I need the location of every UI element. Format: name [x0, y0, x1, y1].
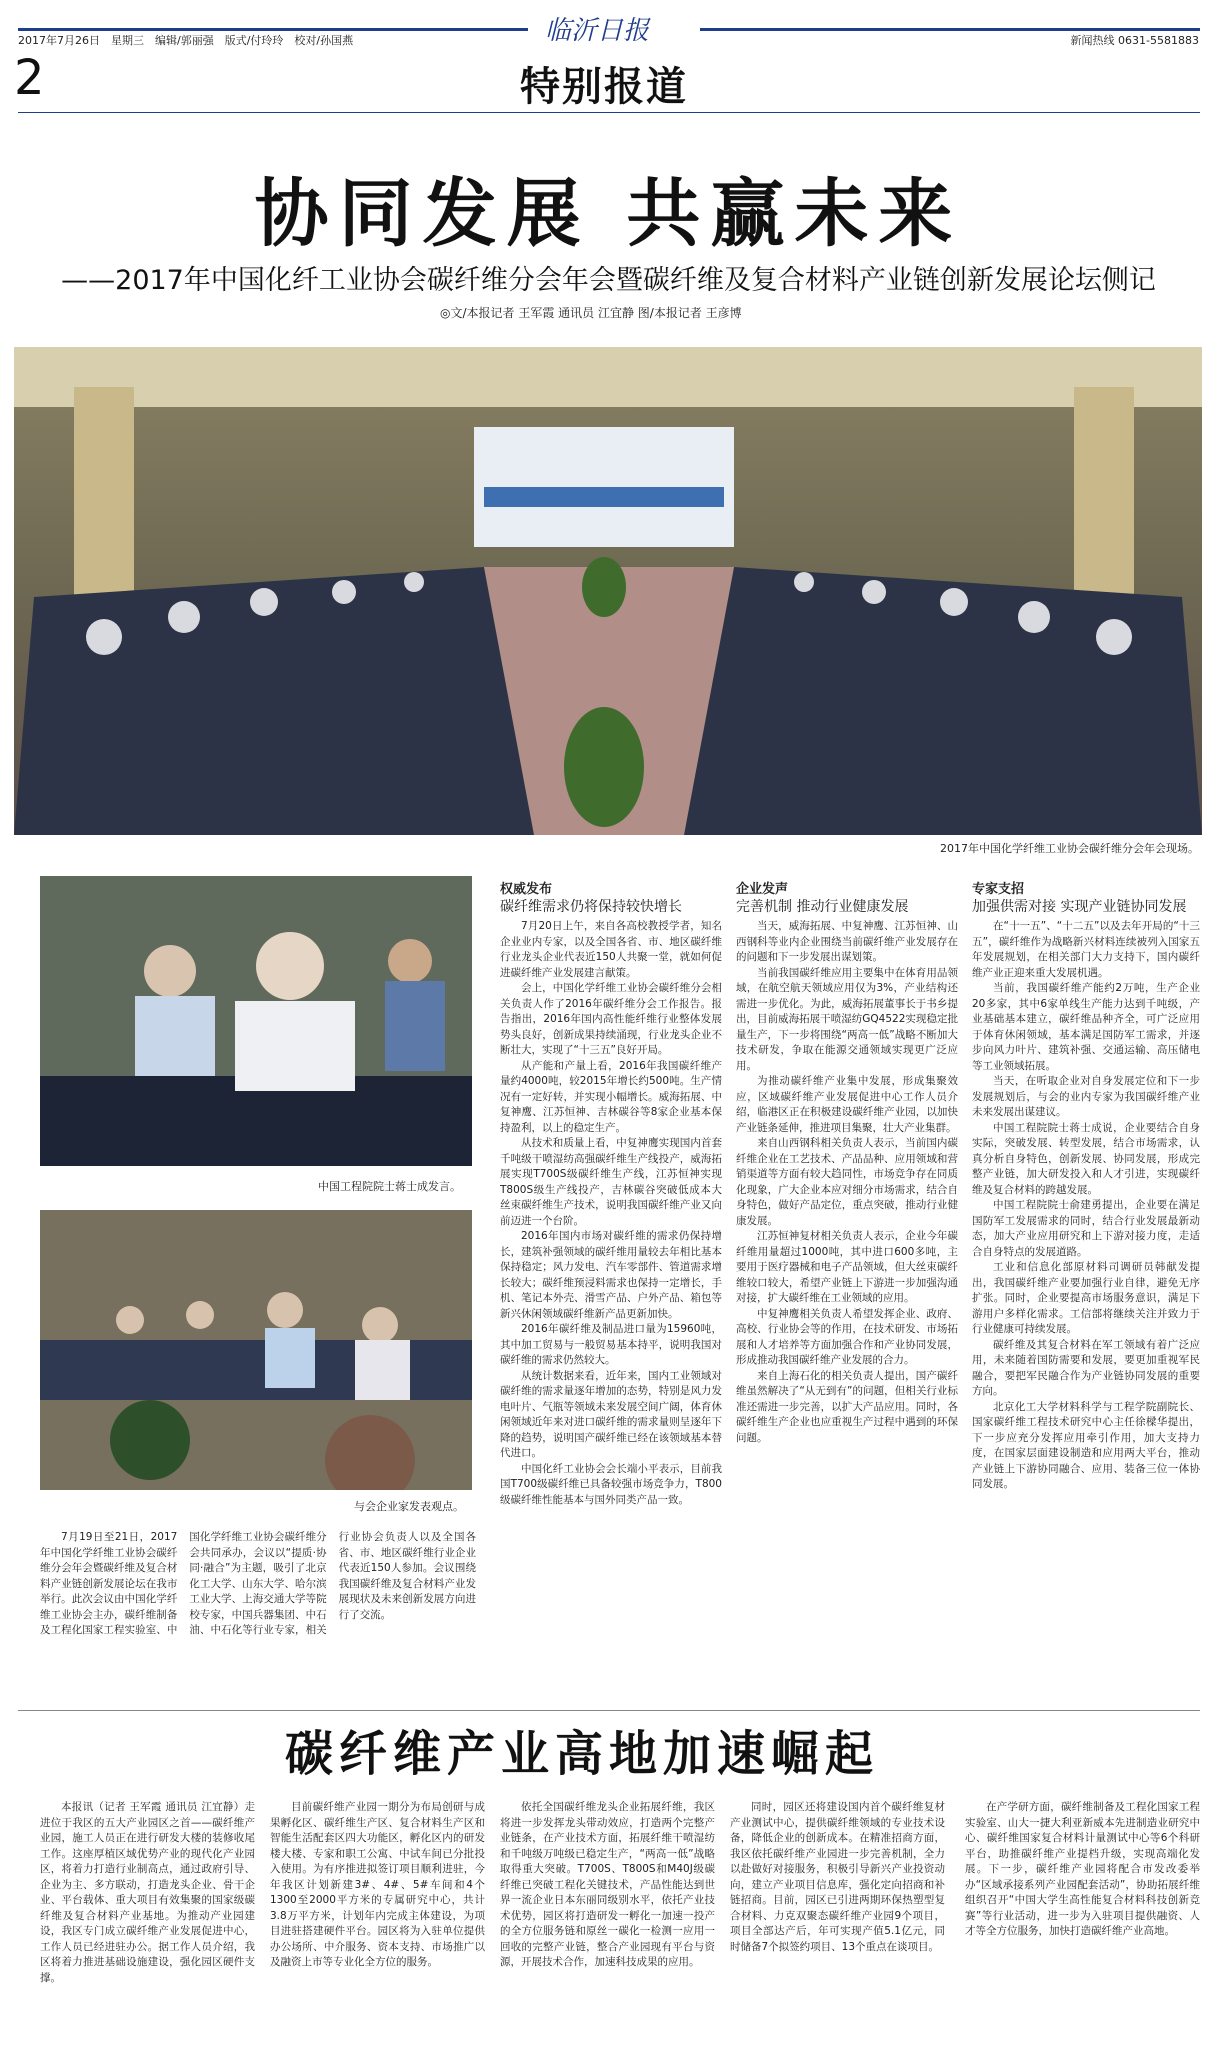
article-headline: 协同发展 共赢未来: [254, 171, 963, 257]
article2-paragraph: 本报讯（记者 王军霞 通讯员 江宜静）走进位于我区的五大产业园区之首——碳纤维产业园，施工人员正在进行研发大楼的装修收尾工作。这座厚植区域优势产业的现代化产业园区，将着力打造行业制高点，通过政府引导、企业为主、多方联动，打造龙头企业、骨干企业、平台载体、重大项目有效集聚的国家级碳纤维及复合材料产业基地。为推动产业园建设，我区专门成立碳纤维产业发展促进中心，工作人员已经进驻办公。据工作人员介绍，我区将着力推进基础设施建设，强化园区硬件支撑。: [40, 1801, 255, 1984]
photo-academician: [40, 876, 472, 1166]
section1-paragraph: 从技术和质量上看，中复神鹰实现国内首套千吨级干喷湿纺高强碳纤维生产线投产，威海拓展实现T700S级碳纤维生产线，江苏恒神实现T800S级生产线投产，吉林碳谷突破低成本大丝束碳纤维生产技术，说明我国碳纤维产业又向前迈进一个台阶。: [500, 1137, 722, 1227]
section1-paragraph: 从产能和产量上看，2016年我国碳纤维产量约4000吨，较2015年增长约500吨。生产情况有一定好转，并实现小幅增长。威海拓展、中复神鹰、江苏恒神、吉林碳谷等8家企业基本保持盈利，以上的稳定生产。: [500, 1059, 722, 1134]
article2-col-2: [270, 1800, 485, 2040]
section2-paragraph: 为推动碳纤维产业集中发展，形成集聚效应，区域碳纤维产业发展促进中心工作人员介绍，临港区正在积极建设碳纤维产业园，以加快产业链条延伸，推进项目集聚，壮大产业集群。: [736, 1075, 958, 1134]
article2-col-5: [965, 1800, 1200, 2040]
main-photo-caption: 2017年中国化学纤维工业协会碳纤维分会年会现场。: [940, 842, 1199, 855]
page-number: 2: [14, 50, 45, 106]
newspaper-logo: 临沂日报: [545, 16, 650, 46]
article2-headline: 碳纤维产业高地加速崛起: [285, 1726, 880, 1782]
section3-paragraph: 中国工程院院士俞建勇提出，企业要在满足国防军工发展需求的同时，结合行业发展最新动态，加大产业应用研究和上下游对接力度，走适合自身特点的发展道路。: [972, 1199, 1200, 1258]
section1-title: 权威发布: [500, 882, 553, 897]
section1-paragraph: 2016年碳纤维及制品进口量为15960吨，其中加工贸易与一般贸易基本持平，说明我国对碳纤维的需求仍然较大。: [500, 1323, 722, 1366]
section1-paragraph: 2016年国内市场对碳纤维的需求仍保持增长，建筑补强领域的碳纤维用量较去年相比基本保持稳定；风力发电、汽车零部件、管道需求增长较大；碳纤维预浸料需求也保持一定增长，手机、笔记本外壳、滑雪产品、户外产品、箱包等新兴休闲领域碳纤维新产品更新加快。: [500, 1230, 722, 1320]
section2-paragraph: 来自山西钢科相关负责人表示，当前国内碳纤维企业在工艺技术、产品品种、应用领域和营销渠道等方面有较大趋同性，市场竞争存在同质化现象，广大企业本应对细分市场需求，结合自身特色，做好产品定位，重点突破，推动行业健康发展。: [736, 1137, 958, 1227]
photo2-caption: 中国工程院院士蒋士成发言。: [318, 1180, 461, 1193]
photo3-caption: 与会企业家发表观点。: [354, 1500, 464, 1513]
section3-paragraph: 工业和信息化部原材料司调研员韩献发提出，我国碳纤维产业要加强行业自律，避免无序扩张。同时，企业要提高市场服务意识，满足下游用户多样化需求。工信部将继续关注并致力于行业健康可持续发展。: [972, 1261, 1200, 1335]
section3-title: 专家支招: [972, 882, 1025, 897]
article-divider: [18, 1710, 1200, 1711]
article2-paragraph: 依托全国碳纤维龙头企业拓展纤维，我区将进一步发挥龙头带动效应，打造两个完整产业链条，在产业技术方面，拓展纤维干喷湿纺和千吨级万吨级已稳定生产，“两高一低”战略取得重大突破。T700S、T800S和M40J级碳纤维已突破工程化关键技术，产品性能达到世界一流企业日本东丽同级别水平，依托产业技术优势，园区将打造研发一孵化一加速一投产的全方位服务链和原丝一碳化一检测一应用一回收的完整产业链，整合产业园现有平台与资源，开展技术合作，加速科技成果的应用。: [500, 1801, 715, 1968]
section3-subtitle: 加强供需对接 实现产业链协同发展: [972, 898, 1187, 915]
section-title: 特别报道: [520, 64, 688, 110]
article2-paragraph: 在产学研方面，碳纤维制备及工程化国家工程实验室、山大一捷大利亚新威本先进制造业研究中心、碳纤维国家复合材料计量测试中心等6个科研平台，助推碳纤维产业提档升级，实现高端化发展。下一步，碳纤维产业园将配合市发改委举办“区域承接系列产业园配套活动”，协助拓展纤维组织召开“中国大学生高性能复合材料科技创新竞赛”等行业活动，进一步为入驻项目提供融资、人才等全方位服务，加快打造碳纤维产业高地。: [965, 1801, 1200, 1937]
intro-paragraph: [40, 1530, 476, 1700]
article-subhead: ——2017年中国化纤工业协会碳纤维分会年会暨碳纤维及复合材料产业链创新发展论坛侧记: [61, 265, 1156, 296]
section3-paragraph: 当前，我国碳纤维产能约2万吨，生产企业20多家，其中6家单线生产能力达到千吨级，产业基础基本建立，碳纤维品种齐全，可广泛应用于体育休闲领域，基本满足国防军工需求，并逐步向风力叶片、建筑补强、交通运输、高压储电等工业领域拓展。: [972, 982, 1200, 1072]
section-rule: [18, 112, 1200, 113]
section3-paragraph: 中国工程院院士蒋士成说，企业要结合自身实际，突破发展、转型发展，结合市场需求，认真分析自身特色，创新发展、协同发展，形成完整产业链，加大研发投入和人才引进，实现碳纤维及复合材料的跨越发展。: [972, 1121, 1200, 1196]
article2-paragraph: 目前碳纤维产业园一期分为布局创研与成果孵化区、碳纤维生产区、复合材料生产区和智能生活配套区四大功能区，孵化区内的研发楼大楼、专家和职工公寓、中试车间已分批投入使用。为有序推进拟签订项目顺利进驻，今年我区计划新建3#、4#、5#车间和4个1300至2000平方米的专属研究中心，共计3.8万平方米，计划年内完成主体建设，为项目进驻搭建硬件平台。园区将为入驻单位提供办公场所、中介服务、资本支持、市场推广以及融资上市等专业化全方位的服务。: [270, 1801, 485, 1968]
section2-title: 企业发声: [736, 882, 789, 897]
article-byline: ◎文/本报记者 王军霞 通讯员 江宜静 图/本报记者 王彦博: [440, 306, 742, 320]
section1-paragraph: 会上，中国化学纤维工业协会碳纤维分会相关负责人作了2016年碳纤维分会工作报告。报告指出，2016年国内高性能纤维行业整体发展势头良好，创新成果持续涌现，行业龙头企业不断壮大，实现了“十三五”良好开局。: [500, 982, 722, 1056]
article2-paragraph: 同时，园区还将建设国内首个碳纤维复材产业测试中心，提供碳纤维领域的专业技术设备，降低企业的创新成本。在精准招商方面，我区依托碳纤维产业园进一步完善机制，全力以赴做好对接服务，积极引导新兴产业投资动向，建立产业项目信息库，强化定向招商和补链招商。目前，园区已引进两期环保热塑型复合材料、力克双聚态碳纤维产业园9个项目，项目全部达产后，年可实现产值5.1亿元，同时储备7个拟签约项目、13个重点在谈项目。: [730, 1801, 945, 1953]
section2-subtitle: 完善机制 推动行业健康发展: [736, 898, 909, 915]
section3-paragraph: 北京化工大学材料科学与工程学院副院长、国家碳纤维工程技术研究中心主任徐樑华提出，下一步应充分发挥应用牵引作用，加大支持力度，在国家层面建设制造和应用两大平台，推动产业链上下游协同融合、应用、装备三位一体协同发展。: [972, 1400, 1200, 1490]
section3-paragraph: 当天，在听取企业对自身发展定位和下一步发展规划后，与会的业内专家为我国碳纤维产业未来发展出谋建议。: [972, 1075, 1200, 1118]
article2-col-4: [730, 1800, 945, 2040]
masthead-rule-right: [700, 28, 1200, 31]
section2-paragraph: 当前我国碳纤维应用主要集中在体育用品领域，在航空航天领域应用仅为3%，产业结构还需进一步优化。为此，威海拓展董事长于书乡提出，目前威海拓展干喷湿纺GQ4522实现稳定批量生产，下一步将围绕“两高一低”战略不断加大技术研发，争取在能源交通领域实现更广泛应用。: [736, 966, 958, 1072]
article2-col-1: [40, 1800, 255, 2040]
date-line: 2017年7月26日 星期三 编辑/郭丽强 版式/付玲玲 校对/孙国燕: [18, 34, 354, 47]
section1-paragraph: 从统计数据来看，近年来，国内工业领域对碳纤维的需求量逐年增加的态势，特别是风力发电叶片、气瓶等领域未来发展空间广阔，体育休闲领域近年来对进口碳纤维的需求量则呈逐年下降的趋势，说明国产碳纤维已经在该领域基本替代进口。: [500, 1369, 722, 1459]
section1-paragraph: 中国化纤工业协会会长端小平表示，目前我国T700级碳纤维已具备较强市场竞争力，T800级碳纤维性能基本与国外同类产品一致。: [500, 1462, 722, 1506]
section-enterprise-voice: [736, 878, 958, 1704]
section3-paragraph: 在“十一五”、“十二五”以及去年开局的“十三五”，碳纤维作为战略新兴材料连续被列入国家五年发展规划，在相关部门大力支持下，国内碳纤维产业正迎来重大发展机遇。: [972, 920, 1200, 979]
section2-paragraph: 中复神鹰相关负责人希望发挥企业、政府、高校、行业协会等的作用，在技术研发、市场拓展和人才培养等方面加强合作和产业协同发展，形成推动我国碳纤维产业发展的合力。: [736, 1307, 958, 1366]
masthead-rule: [18, 28, 528, 31]
intro-text: 7月19日至21日，2017年中国化学纤维工业协会碳纤维分会年会暨碳纤维及复合材料产业链创新发展论坛在我市举行。此次会议由中国化学纤维工业协会主办，碳纤维制备及工程化国家工程实验室、中国化学纤维工业协会碳纤维分会共同承办，会议以“提质·协同·融合”为主题，吸引了北京化工大学、山东大学、哈尔滨工业大学、上海交通大学等院校专家，中国兵器集团、中石油、中石化等行业专家，相关行业协会负责人以及全国各省、市、地区碳纤维行业企业代表近150人参加。会议围绕我国碳纤维及复合材料产业发展现状及未来创新发展方向进行了交流。: [40, 1531, 476, 1636]
section2-paragraph: 来自上海石化的相关负责人提出，国产碳纤维虽然解决了“从无到有”的问题，但相关行业标准还需进一步完善，以扩大产品应用。同时，各碳纤维生产企业也应重视生产过程中遇到的环保问题。: [736, 1369, 958, 1444]
section-authoritative-release: [500, 878, 722, 1704]
section1-paragraph: 7月20日上午，来自各高校教授学者，知名企业业内专家，以及全国各省、市、地区碳纤维行业龙头企业代表近150人共聚一堂，就如何促进碳纤维产业发展建言献策。: [500, 920, 722, 979]
section2-paragraph: 江苏恒神复材相关负责人表示，企业今年碳纤维用量超过1000吨，其中进口600多吨，主要用于医疗器械和电子产品领域，但大丝束碳纤维较口较大，希望产业链上下游进一步加强沟通对接，扩大碳纤维在工业领域的应用。: [736, 1230, 958, 1304]
section-expert-advice: [972, 878, 1200, 1704]
section3-paragraph: 碳纤维及其复合材料在军工领域有着广泛应用，未来随着国防需要和发展，要更加重视军民融合，要把军民融合作为产业链协同发展的重要方向。: [972, 1338, 1200, 1397]
section1-subtitle: 碳纤维需求仍将保持较快增长: [500, 898, 682, 915]
section2-paragraph: 当天，威海拓展、中复神鹰、江苏恒神、山西钢科等业内企业围绕当前碳纤维产业发展存在的问题和下一步发展出谋划策。: [736, 920, 958, 963]
news-hotline: 新闻热线 0631-5581883: [1070, 34, 1199, 47]
photo-entrepreneurs: [40, 1210, 472, 1490]
main-photo-conference: [14, 347, 1202, 835]
article2-col-3: [500, 1800, 715, 2040]
